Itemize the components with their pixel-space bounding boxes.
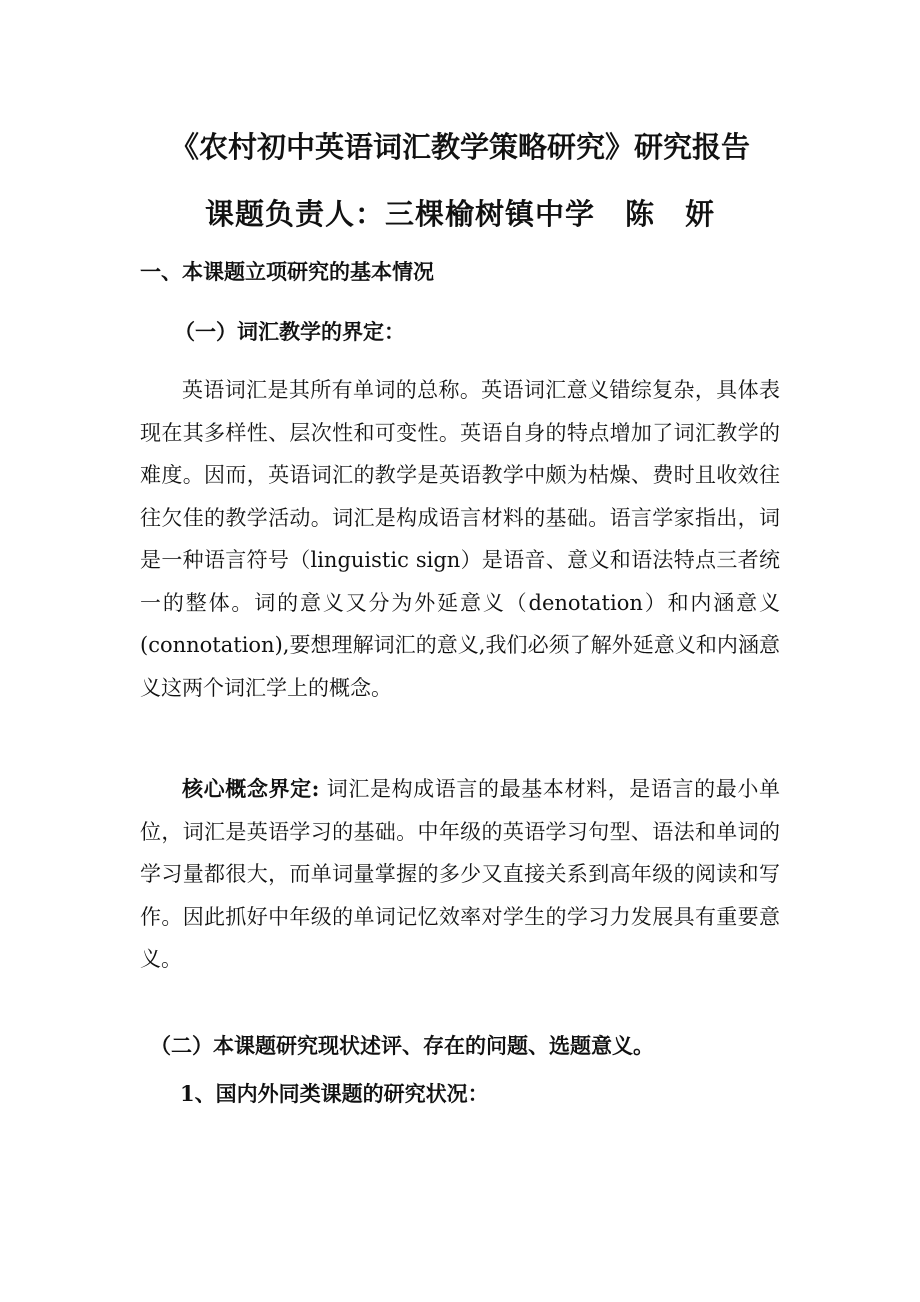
core-concept-label: 核心概念界定:: [182, 776, 320, 801]
section-heading-basic-info: 一、本课题立项研究的基本情况: [140, 259, 434, 284]
subsection-heading-definition: （一）词汇教学的界定：: [174, 319, 405, 344]
document-subtitle: 课题负责人：三棵榆树镇中学 陈 妍: [204, 197, 715, 231]
document-title: 《农村初中英语词汇教学策略研究》研究报告: [169, 130, 750, 164]
core-concept-text: 词汇是构成语言的最基本材料，是语言的最小单位，词汇是英语学习的基础。中年级的英语学习句型、语法和单词的学习量都很大，而单词量掌握的多少又直接关系到高年级的阅读和写作。因此抓好中年级的单词记忆效率对学生的学习力发展具有重要意义。: [140, 777, 780, 971]
item-heading-domestic-foreign: 1、国内外同类课题的研究状况：: [180, 1081, 489, 1106]
subsection-heading-research-status: （二）本课题研究现状述评、存在的问题、选题意义。: [150, 1033, 654, 1058]
paragraph-core-concept: [140, 768, 780, 981]
paragraph-vocabulary-intro: 英语词汇是其所有单词的总称。英语词汇意义错综复杂，具体表现在其多样性、层次性和可变性。英语自身的特点增加了词汇教学的难度。因而，英语词汇的教学是英语教学中颇为枯燥、费时且收效往往欠佳的教学活动。词汇是构成语言材料的基础。语言学家指出，词是一种语言符号（linguistic sign）是语音、意义和语法特点三者统一的整体。词的意义又分为外延意义（denotation）和内涵意义(connotation),要想理解词汇的意义,我们必须了解外延意义和内涵意义这两个词汇学上的概念。: [140, 378, 780, 700]
